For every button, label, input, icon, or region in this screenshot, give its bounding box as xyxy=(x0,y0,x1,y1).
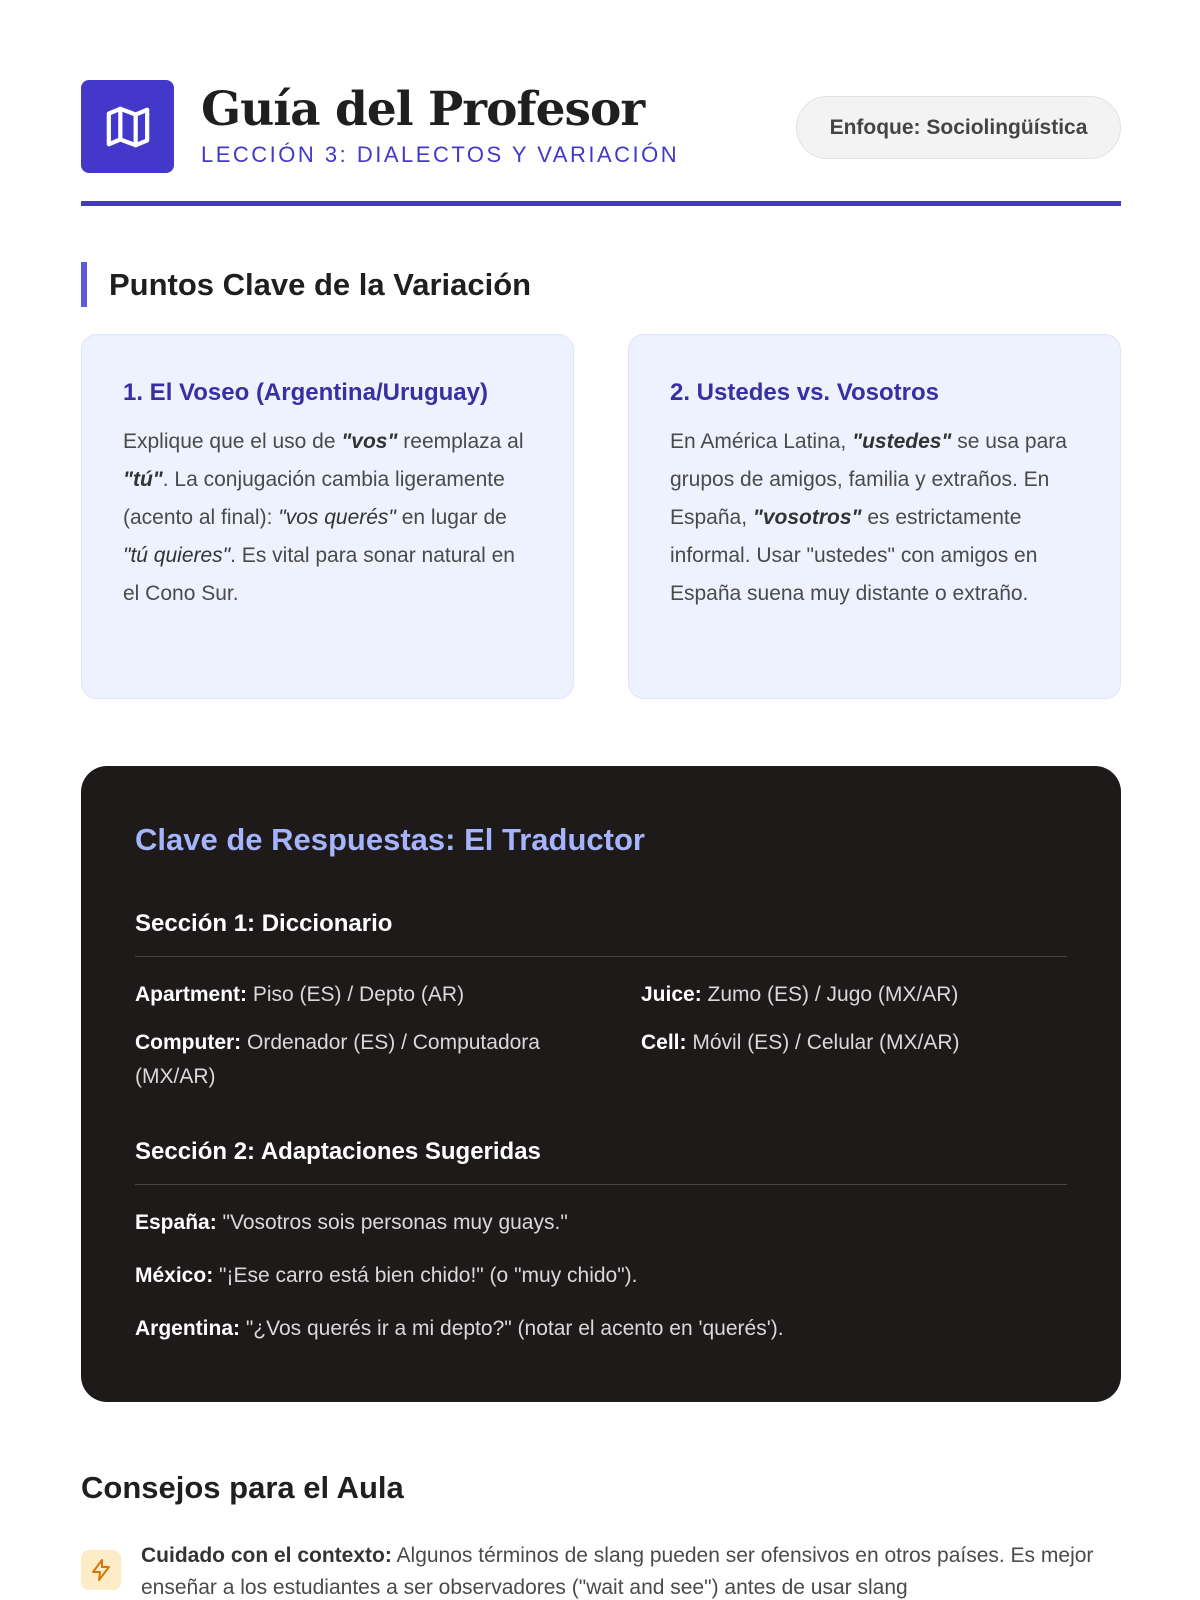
voseo-card xyxy=(81,334,574,699)
adaptations-section xyxy=(135,1138,1067,1185)
dictionary-item: Juice: Zumo (ES) / Jugo (MX/AR) xyxy=(641,983,959,1006)
adaptation-item: México: "¡Ese carro está bien chido!" (o "muy chido"). xyxy=(135,1264,638,1287)
tips-title: Consejos para el Aula xyxy=(81,1470,404,1505)
ustedes-card-text: En América Latina, "ustedes" se usa para grupos de amigos, familia y extraños. En España, "vosotros" es estrictamente informal. Usar "ustedes" con amigos en España suena muy distante o extraño. xyxy=(670,430,1067,605)
answer-key-panel xyxy=(81,766,1121,1402)
dictionary-list xyxy=(135,978,1067,1094)
dictionary-item: Apartment: Piso (ES) / Depto (AR) xyxy=(135,983,465,1006)
dictionary-item: Cell: Móvil (ES) / Celular (MX/AR) xyxy=(641,1031,960,1054)
answer-key-title: Clave de Respuestas: El Traductor xyxy=(135,822,645,857)
lesson-subtitle: LECCIÓN 3: DIALECTOS Y VARIACIÓN xyxy=(201,142,680,167)
map-icon xyxy=(81,80,174,173)
lightning-icon xyxy=(81,1550,121,1590)
key-points-title: Puntos Clave de la Variación xyxy=(81,262,531,307)
adaptation-item: Argentina: "¿Vos querés ir a mi depto?" (notar el acento en 'querés'). xyxy=(135,1317,784,1340)
dictionary-section xyxy=(135,910,1067,957)
dictionary-item: Computer: Ordenador (ES) / Computadora (MX/AR) xyxy=(135,1031,540,1088)
voseo-card-text: Explique que el uso de "vos" reemplaza al "tú". La conjugación cambia ligeramente (acento al final): "vos querés" en lugar de "tú quieres". Es vital para sonar natural en el Cono Sur. xyxy=(123,430,524,605)
voseo-card-title: 1. El Voseo (Argentina/Uruguay) xyxy=(123,379,488,406)
ustedes-card-title: 2. Ustedes vs. Vosotros xyxy=(670,379,939,406)
focus-badge: Enfoque: Sociolingüística xyxy=(796,96,1121,159)
dictionary-section-title: Sección 1: Diccionario xyxy=(135,910,1067,957)
ustedes-card xyxy=(628,334,1121,699)
adaptations-list xyxy=(135,1206,1067,1365)
adaptation-item: España: "Vosotros sois personas muy guays." xyxy=(135,1211,568,1234)
page-header xyxy=(81,80,1121,206)
tip-text: Cuidado con el contexto: Algunos términos de slang pueden ser ofensivos en otros países. Es mejor enseñar a los estudiantes a ser observadores ("wait and see") antes de usar slang xyxy=(141,1544,1094,1599)
page-title: Guía del Profesor xyxy=(201,82,645,137)
adaptations-section-title: Sección 2: Adaptaciones Sugeridas xyxy=(135,1138,1067,1185)
